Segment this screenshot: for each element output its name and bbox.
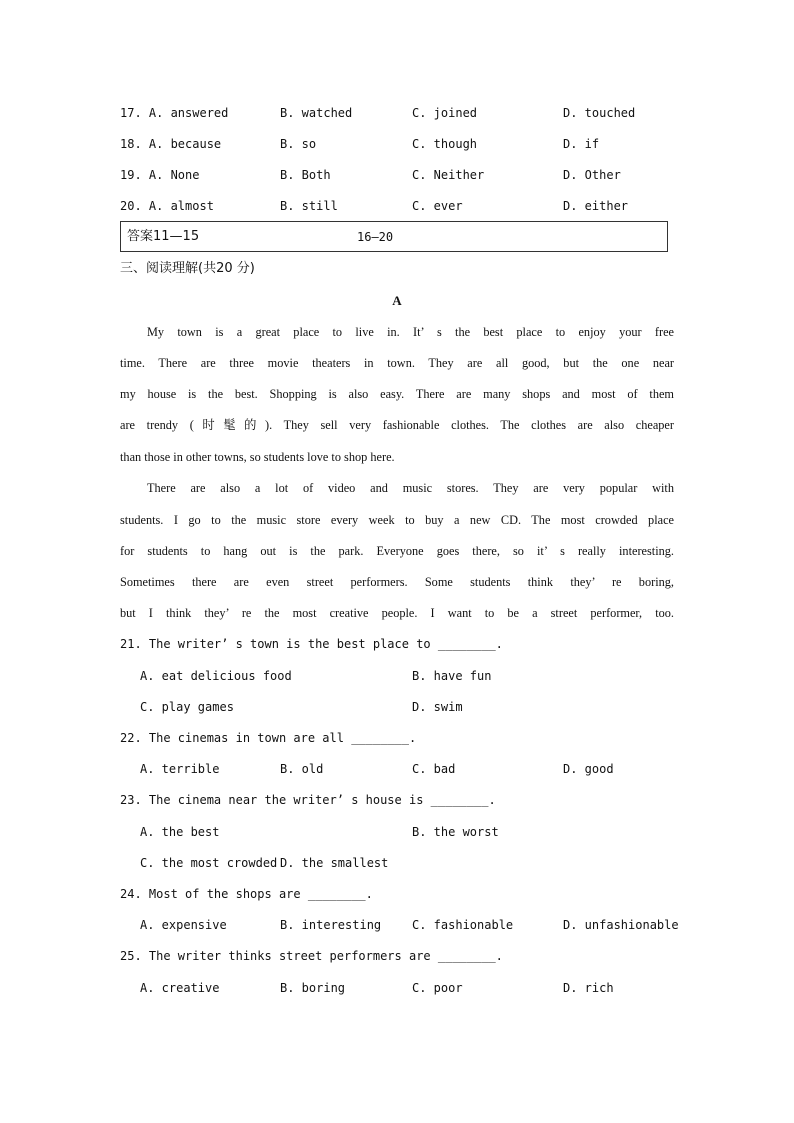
option-b: B. still <box>280 199 338 213</box>
question-25-stem: 25. The writer thinks street performers are ________. <box>120 949 503 963</box>
option-c: C. though <box>412 137 478 151</box>
cloze-question-20 <box>0 198 794 214</box>
passage-line: My town is a great place to live in. It’ s the best place to enjoy your free <box>147 325 674 339</box>
option-c: C. ever <box>412 199 463 213</box>
question-21-options-row1 <box>0 668 794 684</box>
option-b: B. Both <box>280 168 331 182</box>
passage-line: than those in other towns, so students love to shop here. <box>120 450 395 464</box>
option-c: C. bad <box>412 762 456 776</box>
option-c: C. poor <box>412 981 463 995</box>
option-a: A. expensive <box>140 918 227 932</box>
option-c: C. the most crowded <box>140 856 278 870</box>
option-d: D. rich <box>563 981 614 995</box>
question-21-stem: 21. The writer’ s town is the best place to ________. <box>120 637 503 651</box>
cloze-question-18 <box>0 136 794 152</box>
question-22-stem: 22. The cinemas in town are all ________. <box>120 731 417 745</box>
question-23-options-row2 <box>0 855 794 871</box>
option-b: B. so <box>280 137 317 151</box>
option-b: B. old <box>280 762 324 776</box>
passage-line: time. There are three movie theaters in town. They are all good, but the one near <box>120 356 674 370</box>
question-24-options <box>0 917 794 933</box>
passage-line: but I think they’ re the most creative people. I want to be a street performer, too. <box>120 606 674 620</box>
option-a: A. eat delicious food <box>140 669 292 683</box>
option-a: A. creative <box>140 981 220 995</box>
answer-label-16-20: 16—20 <box>357 230 394 244</box>
option-a: 20. A. almost <box>120 199 214 213</box>
answer-label-11-15: 答案11—15 <box>127 229 200 244</box>
section-title: 三、阅读理解(共20 分) <box>120 261 255 276</box>
passage-line: There are also a lot of video and music stores. They are very popular with <box>147 481 674 495</box>
option-b: B. interesting <box>280 918 382 932</box>
passage-line: my house is the best. Shopping is also easy. There are many shops and most of them <box>120 387 674 401</box>
option-d: D. touched <box>563 106 636 120</box>
option-c: C. fashionable <box>412 918 514 932</box>
option-d: D. swim <box>412 700 463 714</box>
answer-box <box>120 221 668 252</box>
option-a: A. the best <box>140 825 220 839</box>
option-a: A. terrible <box>140 762 220 776</box>
passage-line: students. I go to the music store every week to buy a new CD. The most crowded place <box>120 513 674 527</box>
question-21-options-row2 <box>0 699 794 715</box>
passage-line: for students to hang out is the park. Everyone goes there, so it’ s really interesting. <box>120 544 674 558</box>
cloze-question-17 <box>0 105 794 121</box>
option-a: 18. A. because <box>120 137 222 151</box>
option-d: D. if <box>563 137 600 151</box>
option-d: D. either <box>563 199 629 213</box>
passage-line: Sometimes there are even street performers. Some students think they’ re boring, <box>120 575 674 589</box>
question-22-options <box>0 761 794 777</box>
option-d: D. good <box>563 762 614 776</box>
part-title: A <box>392 293 402 308</box>
option-c: C. joined <box>412 106 478 120</box>
option-b: B. have fun <box>412 669 492 683</box>
option-a: 17. A. answered <box>120 106 229 120</box>
option-a: 19. A. None <box>120 168 200 182</box>
option-b: B. boring <box>280 981 346 995</box>
question-25-options <box>0 980 794 996</box>
question-23-options-row1 <box>0 824 794 840</box>
option-d: D. unfashionable <box>563 918 679 932</box>
option-d: D. the smallest <box>280 856 389 870</box>
option-d: D. Other <box>563 168 621 182</box>
option-b: B. the worst <box>412 825 499 839</box>
passage-line: are trendy (时髦的). They sell very fashionable clothes. The clothes are also cheaper <box>120 418 674 432</box>
option-c: C. Neither <box>412 168 485 182</box>
cloze-question-19 <box>0 167 794 183</box>
option-c: C. play games <box>140 700 234 714</box>
option-b: B. watched <box>280 106 353 120</box>
question-24-stem: 24. Most of the shops are ________. <box>120 887 373 901</box>
question-23-stem: 23. The cinema near the writer’ s house is ________. <box>120 793 496 807</box>
